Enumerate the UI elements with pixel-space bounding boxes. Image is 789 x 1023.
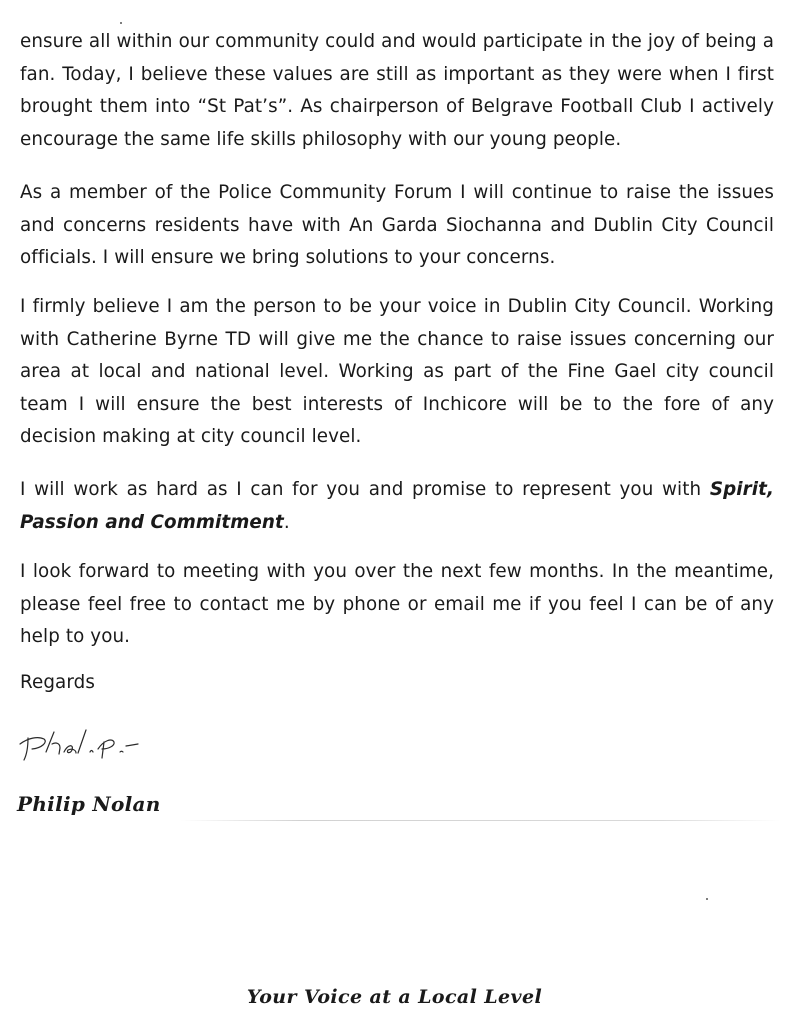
signer-name: Philip Nolan: [17, 792, 161, 816]
paragraph-heritage: ensure all within our community could and would participate in the joy of being a fan. Today, I believe these values are still as important as they were when I first brought them into “St Pat’s”. As chairperson of Belgrave Football Club I actively encourage the same life skills philosophy with our young people.: [20, 31, 774, 150]
scan-speck: [706, 898, 708, 900]
paragraph-meeting: I look forward to meeting with you over the next few months. In the meantime, please feel free to contact me by phone or email me if you feel I can be of any help to you.: [20, 561, 774, 647]
promise-end-text: .: [283, 511, 290, 533]
promise-lead-text: I will work as hard as I can for you and promise to represent you with: [20, 479, 710, 500]
scan-artifact-line: [180, 820, 780, 821]
paragraph-promise: [20, 474, 774, 539]
promise-emphasis-text: Spirit, Passion and Commitment: [20, 479, 774, 533]
handwritten-signature: [14, 722, 144, 768]
paragraph-council-voice: I firmly believe I am the person to be your voice in Dublin City Council. Working with Catherine Byrne TD will give me the chance to raise issues concerning our area at local and national level. Working as part of the Fine Gael city council team I will ensure the best interests of Inchicore will be to the fore of any decision making at city council level.: [20, 296, 774, 447]
closing-regards: Regards: [20, 672, 95, 693]
footer-tagline: Your Voice at a Local Level: [246, 986, 543, 1008]
scan-speck: [120, 22, 122, 24]
paragraph-police-forum: As a member of the Police Community Forum I will continue to raise the issues and concerns residents have with An Garda Siochanna and Dublin City Council officials. I will ensure we bring solutions to your concerns.: [20, 182, 774, 268]
